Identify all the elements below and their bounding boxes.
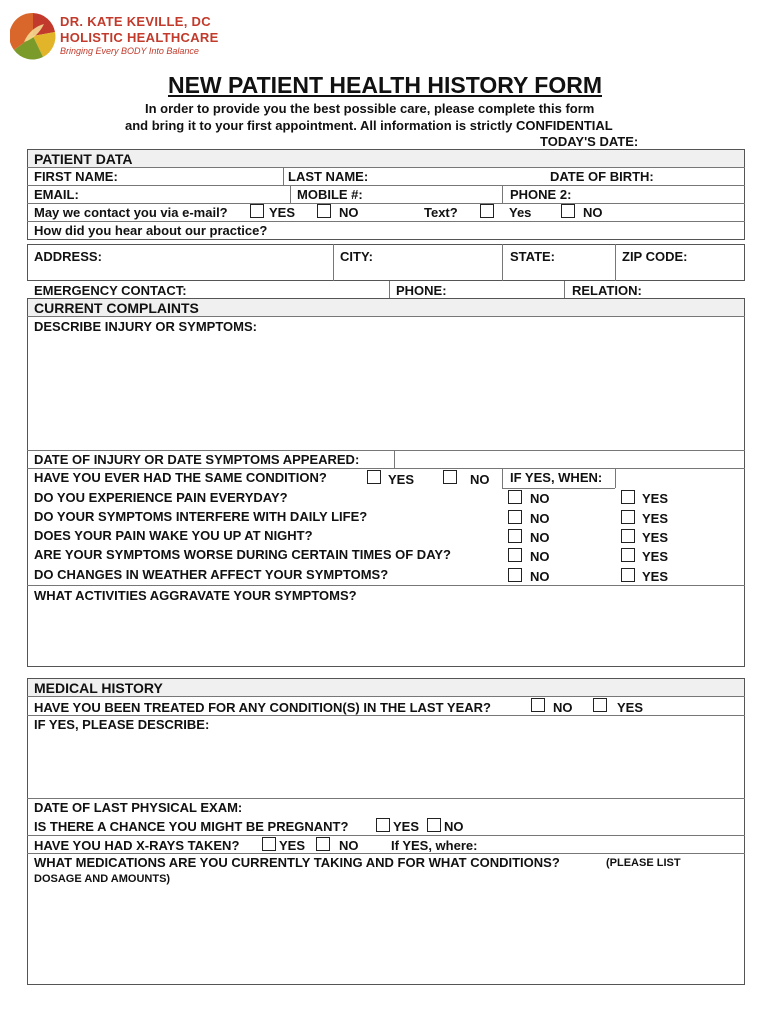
question-label: DO CHANGES IN WEATHER AFFECT YOUR SYMPTOMS? [34, 567, 389, 582]
weather-yes-checkbox[interactable] [621, 568, 635, 582]
question-label: DO YOUR SYMPTOMS INTERFERE WITH DAILY LIFE? [34, 509, 368, 524]
wake-night-no-checkbox[interactable] [508, 529, 522, 543]
xray-where-field[interactable]: If YES, where: [391, 838, 478, 853]
treated-yes-label: YES [617, 700, 644, 715]
same-condition-yes-checkbox[interactable] [367, 470, 381, 484]
no-label: NO [530, 511, 550, 526]
relation-field[interactable]: RELATION: [572, 283, 642, 298]
same-condition-no-label: NO [470, 472, 490, 487]
first-name-field[interactable]: FIRST NAME: [34, 169, 118, 184]
phone2-field[interactable]: PHONE 2: [510, 187, 572, 202]
treated-last-year-question: HAVE YOU BEEN TREATED FOR ANY CONDITION(S) IN THE LAST YEAR? [34, 700, 491, 715]
pain-everyday-no-checkbox[interactable] [508, 490, 522, 504]
medications-note-1: (PLEASE LIST [606, 857, 681, 869]
xray-yes-label: YES [279, 838, 306, 853]
patient-data-heading: PATIENT DATA [34, 151, 133, 167]
city-field[interactable]: CITY: [340, 249, 373, 264]
page-title: NEW PATIENT HEALTH HISTORY FORM [167, 72, 602, 98]
text-yes-checkbox[interactable] [480, 204, 494, 218]
emergency-contact-field[interactable]: EMERGENCY CONTACT: [34, 283, 187, 298]
daily-life-no-checkbox[interactable] [508, 510, 522, 524]
medical-history-heading: MEDICAL HISTORY [34, 680, 163, 696]
email-no-checkbox[interactable] [317, 204, 331, 218]
pregnant-yes-checkbox[interactable] [376, 818, 390, 832]
question-label: DOES YOUR PAIN WAKE YOU UP AT NIGHT? [34, 528, 313, 543]
xray-yes-checkbox[interactable] [262, 837, 276, 851]
treatment-description-field[interactable]: IF YES, PLEASE DESCRIBE: [34, 717, 210, 732]
no-label: NO [530, 491, 550, 506]
dob-field[interactable]: DATE OF BIRTH: [550, 169, 654, 184]
clinic-name: DR. KATE KEVILLE, DC [60, 14, 211, 29]
text-no-checkbox[interactable] [561, 204, 575, 218]
same-condition-question: HAVE YOU EVER HAD THE SAME CONDITION? [34, 470, 327, 485]
pregnant-yes-label: YES [393, 819, 420, 834]
medications-question[interactable]: WHAT MEDICATIONS ARE YOU CURRENTLY TAKING AND FOR WHAT CONDITIONS? [34, 855, 560, 870]
describe-symptoms-field[interactable]: DESCRIBE INJURY OR SYMPTOMS: [34, 319, 257, 334]
email-yes-checkbox[interactable] [250, 204, 264, 218]
yes-label: YES [642, 511, 669, 526]
intro-line-1: In order to provide you the best possible care, please complete this form [145, 101, 595, 116]
date-of-injury-field[interactable]: DATE OF INJURY OR DATE SYMPTOMS APPEARED: [34, 452, 360, 467]
yes-label: YES [642, 530, 669, 545]
text-yes-label: Yes [509, 205, 532, 220]
medications-note-2: DOSAGE AND AMOUNTS) [34, 873, 171, 885]
pregnant-no-checkbox[interactable] [427, 818, 441, 832]
todays-date-label: TODAY'S DATE: [540, 134, 639, 149]
emergency-phone-field[interactable]: PHONE: [396, 283, 447, 298]
clinic-subtitle: HOLISTIC HEALTHCARE [60, 30, 219, 45]
weather-no-checkbox[interactable] [508, 568, 522, 582]
intro-line-2: and bring it to your first appointment. All information is strictly CONFIDENTIAL [125, 118, 613, 133]
pain-everyday-yes-checkbox[interactable] [621, 490, 635, 504]
treated-yes-checkbox[interactable] [593, 698, 607, 712]
yes-label: YES [642, 569, 669, 584]
current-complaints-heading: CURRENT COMPLAINTS [34, 300, 199, 316]
question-label: DO YOU EXPERIENCE PAIN EVERYDAY? [34, 490, 288, 505]
daily-life-yes-checkbox[interactable] [621, 510, 635, 524]
wake-night-yes-checkbox[interactable] [621, 529, 635, 543]
treated-no-label: NO [553, 700, 573, 715]
address-field[interactable]: ADDRESS: [34, 249, 102, 264]
email-no-label: NO [339, 205, 359, 220]
logo-mark-icon [10, 12, 56, 60]
email-yes-label: YES [269, 205, 296, 220]
referral-question[interactable]: How did you hear about our practice? [34, 223, 268, 238]
yes-label: YES [642, 491, 669, 506]
if-yes-when-field[interactable]: IF YES, WHEN: [510, 470, 603, 485]
state-field[interactable]: STATE: [510, 249, 556, 264]
no-label: NO [530, 549, 550, 564]
question-label: ARE YOUR SYMPTOMS WORSE DURING CERTAIN TIMES OF DAY? [34, 547, 451, 562]
pregnant-question: IS THERE A CHANCE YOU MIGHT BE PREGNANT? [34, 819, 349, 834]
yes-label: YES [642, 549, 669, 564]
zip-field[interactable]: ZIP CODE: [622, 249, 688, 264]
no-label: NO [530, 530, 550, 545]
email-field[interactable]: EMAIL: [34, 187, 79, 202]
clinic-logo [10, 12, 56, 60]
last-name-field[interactable]: LAST NAME: [288, 169, 369, 184]
xray-no-checkbox[interactable] [316, 837, 330, 851]
mobile-field[interactable]: MOBILE #: [297, 187, 363, 202]
treated-no-checkbox[interactable] [531, 698, 545, 712]
xray-no-label: NO [339, 838, 359, 853]
times-of-day-no-checkbox[interactable] [508, 548, 522, 562]
text-question: Text? [424, 205, 458, 220]
pregnant-no-label: NO [444, 819, 464, 834]
xray-question: HAVE YOU HAD X-RAYS TAKEN? [34, 838, 240, 853]
times-of-day-yes-checkbox[interactable] [621, 548, 635, 562]
same-condition-yes-label: YES [388, 472, 415, 487]
clinic-tagline: Bringing Every BODY Into Balance [60, 46, 199, 56]
contact-email-question: May we contact you via e-mail? [34, 205, 228, 220]
last-physical-field[interactable]: DATE OF LAST PHYSICAL EXAM: [34, 800, 243, 815]
aggravating-activities-field[interactable]: WHAT ACTIVITIES AGGRAVATE YOUR SYMPTOMS? [34, 588, 357, 603]
same-condition-no-checkbox[interactable] [443, 470, 457, 484]
text-no-label: NO [583, 205, 603, 220]
no-label: NO [530, 569, 550, 584]
